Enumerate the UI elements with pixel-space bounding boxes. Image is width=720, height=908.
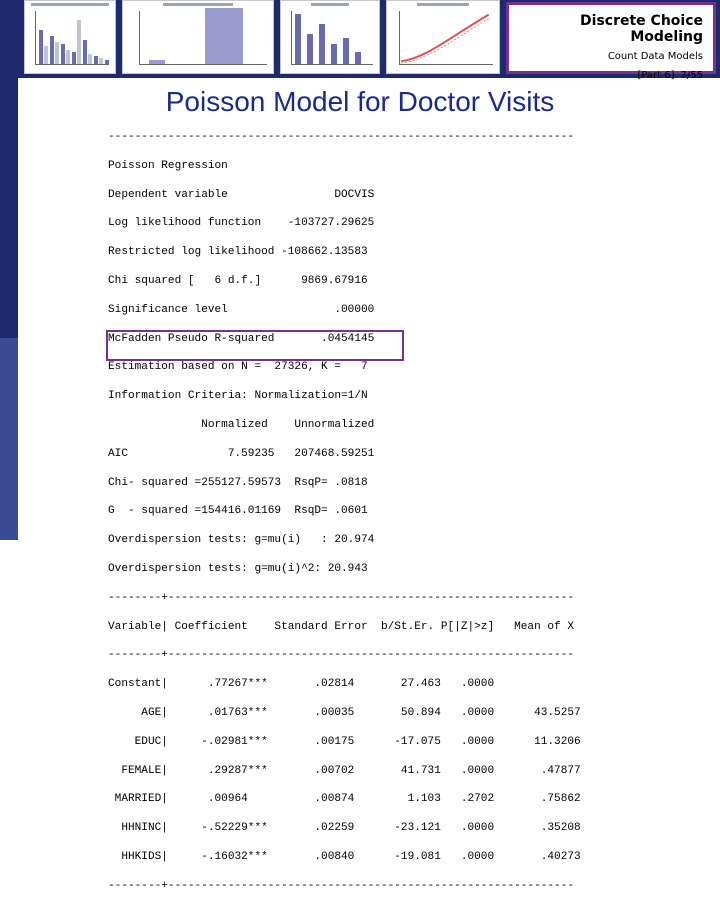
output-line: ---------------------------------------------------------------------- <box>108 131 575 143</box>
output-line: G - squared =154416.01169 RsqD= .0601 <box>108 505 368 518</box>
slide-number: 7/55 <box>680 70 703 81</box>
separator-line: --------+------------------------------------------------------------- <box>108 649 575 662</box>
output-line: Information Criteria: Normalization=1/N <box>108 390 368 403</box>
thumbnail-line-plot <box>386 0 500 74</box>
regression-output <box>108 130 581 908</box>
output-line: Chi- squared =255127.59573 RsqP= .0818 <box>108 476 368 489</box>
thumbnail-histogram <box>24 0 116 74</box>
output-line: Restricted log likelihood -108662.13583 <box>108 246 368 259</box>
top-banner <box>0 0 720 81</box>
table-row: EDUC| -.02981*** .00175 -17.075 .0000 11.3206 <box>108 735 581 748</box>
output-line: Poisson Regression <box>108 159 228 172</box>
course-title-box <box>506 2 716 81</box>
separator-line: --------+------------------------------------------------------------- <box>108 879 575 892</box>
table-row: HHNINC| -.52229*** .02259 -23.121 .0000 .35208 <box>108 822 581 835</box>
output-line: Chi squared [ 6 d.f.] 9869.67916 <box>108 274 368 287</box>
table-row: Constant| .77267*** .02814 27.463 .0000 <box>108 678 495 691</box>
course-title: Discrete Choice Modeling <box>580 13 703 45</box>
table-row: FEMALE| .29287*** .00702 41.731 .0000 .47877 <box>108 764 581 777</box>
overdispersion-line: Overdispersion tests: g=mu(i)^2: 20.943 <box>108 562 368 575</box>
table-row: HHKIDS| -.16032*** .00840 -19.081 .0000 .40273 <box>108 850 581 863</box>
separator-line: --------+------------------------------------------------------------- <box>108 591 575 604</box>
output-line: Dependent variable DOCVIS <box>108 188 375 201</box>
overdispersion-highlight-box <box>106 330 404 361</box>
slide-title: Poisson Model for Doctor Visits <box>165 86 555 117</box>
thumbnail-histogram-2 <box>280 0 380 74</box>
thumbnail-bar-chart <box>122 0 274 74</box>
overdispersion-line: Overdispersion tests: g=mu(i) : 20.974 <box>108 534 375 547</box>
output-line: Estimation based on N = 27326, K = 7 <box>108 361 368 374</box>
table-row: MARRIED| .00964 .00874 1.103 .2702 .75862 <box>108 793 581 806</box>
part-label: [Part 6] <box>637 70 675 81</box>
output-line: Normalized Unnormalized <box>108 418 375 431</box>
output-line: McFadden Pseudo R-squared .0454145 <box>108 332 375 345</box>
output-line: Log likelihood function -103727.29625 <box>108 217 375 230</box>
output-line: AIC 7.59235 207468.59251 <box>108 447 375 460</box>
output-line: Significance level .00000 <box>108 303 375 316</box>
table-header: Variable| Coefficient Standard Error b/St.Er. P[|Z|>z] Mean of X <box>108 620 575 633</box>
table-row: AGE| .01763*** .00035 50.894 .0000 43.5257 <box>108 706 581 719</box>
part-info <box>509 70 703 81</box>
course-subtitle: Count Data Models <box>607 51 703 62</box>
left-decorative-strip <box>0 78 18 540</box>
